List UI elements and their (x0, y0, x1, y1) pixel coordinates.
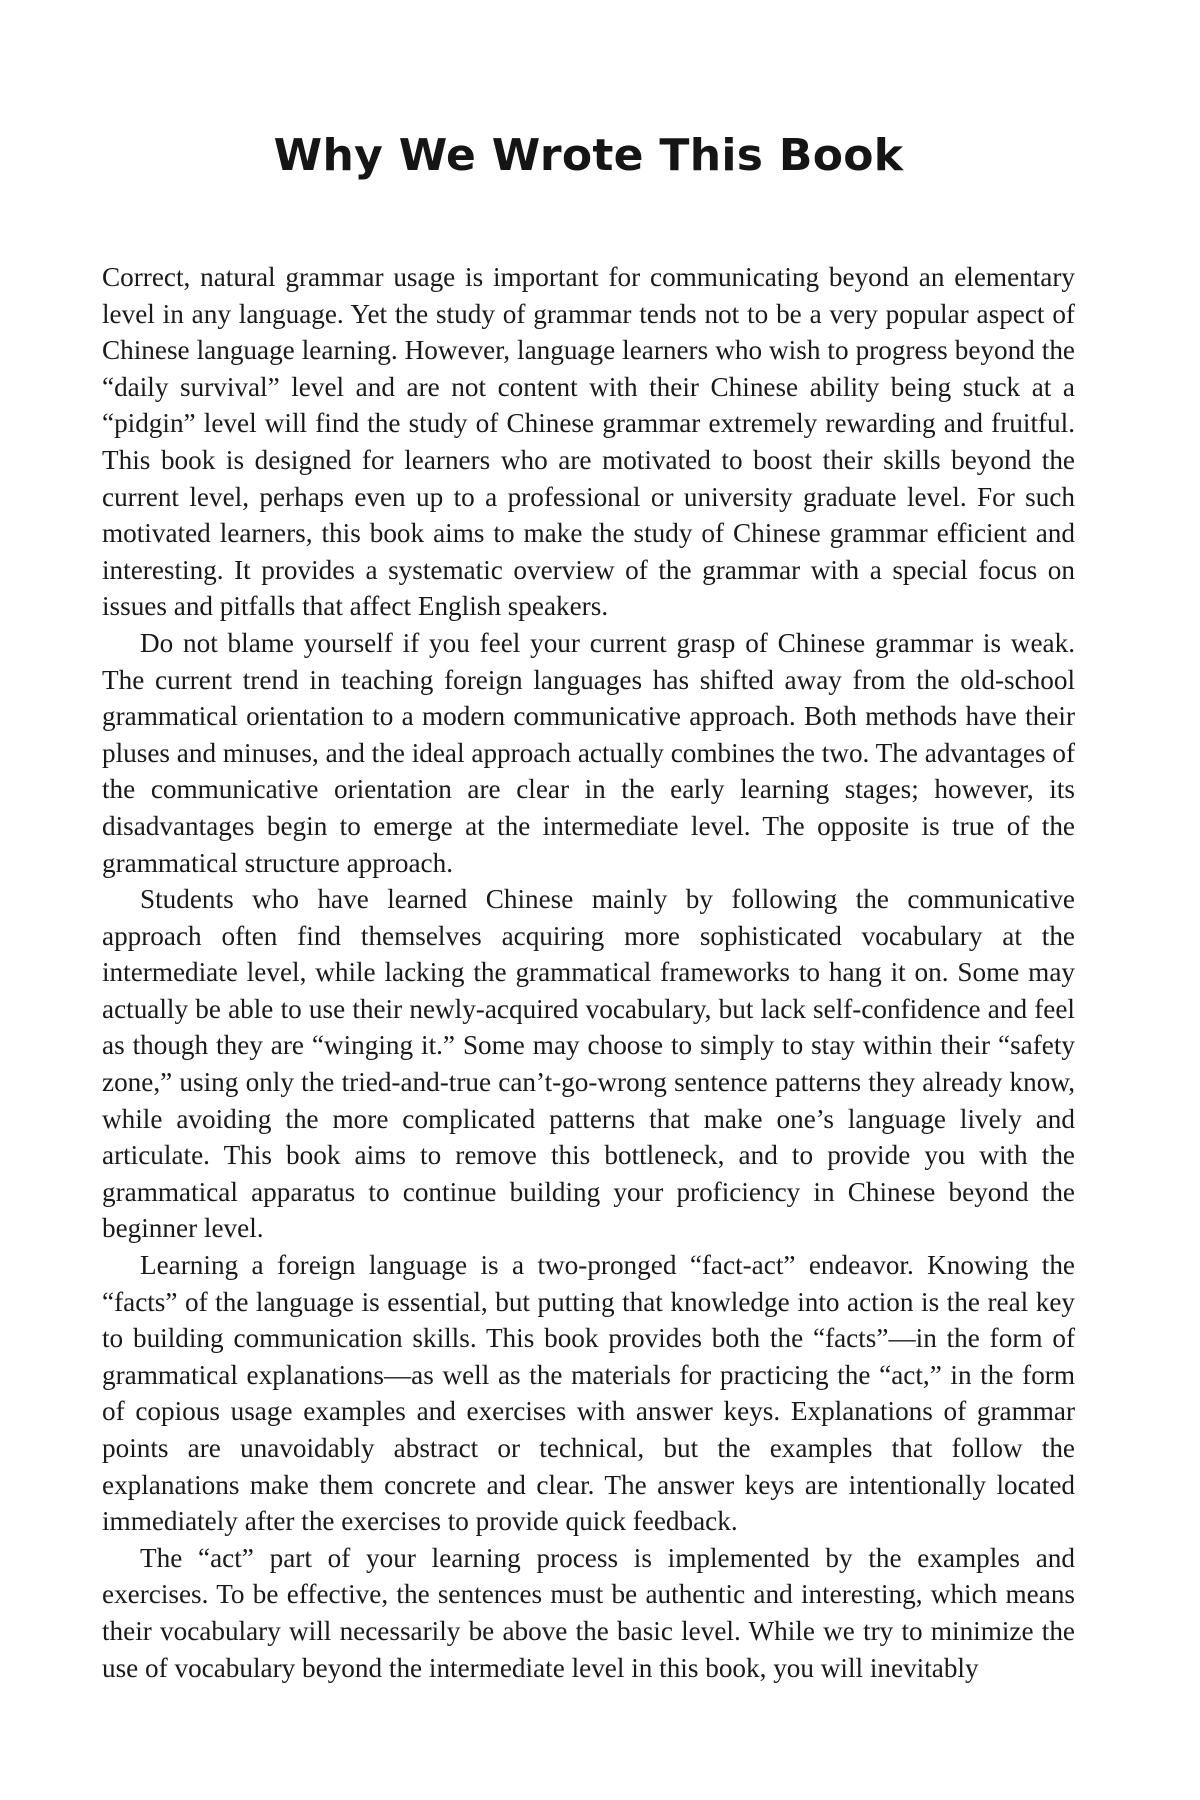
paragraph-2: Do not blame yourself if you feel your current grasp of Chinese grammar is weak. The current trend in teaching foreign languages has shifted away from the old-school grammatical orientation to a modern communicative approach. Both methods have their pluses and minuses, and the ideal approach actually combines the two. The advantages of the communicative orientation are clear in the early learning stages; however, its disadvantages begin to emerge at the intermediate level. The opposite is true of the grammatical structure approach. (102, 627, 1075, 878)
paragraph-4: Learning a foreign language is a two-pronged “fact-act” endeavor. Knowing the “facts” of the language is essential, but putting that knowledge into action is the real key to building communication skills. This book provides both the “facts”—in the form of grammatical explanations—as well as the materials for practicing the “act,” in the form of copious usage examples and exercises with answer keys. Explanations of grammar points are unavoidably abstract or technical, but the examples that follow the explanations make them concrete and clear. The answer keys are intentionally located immediately after the exercises to provide quick feedback. (102, 1250, 1075, 1537)
body-text (102, 259, 1075, 1686)
chapter-title: Why We Wrote This Book (273, 130, 904, 181)
paragraph-5: The “act” part of your learning process is implemented by the examples and exercises. To be effective, the sentences must be authentic and interesting, which means their vocabulary will necessarily be above the basic level. While we try to minimize the use of vocabulary beyond the intermediate level in this book, you will inevitably (102, 1542, 1075, 1683)
paragraph-1: Correct, natural grammar usage is important for communicating beyond an elementary level in any language. Yet the study of grammar tends not to be a very popular aspect of Chinese language learning. However, language learners who wish to progress beyond the “daily survival” level and are not content with their Chinese ability being stuck at a “pidgin” level will find the study of Chinese grammar extremely rewarding and fruitful. This book is designed for learners who are motivated to boost their skills beyond the current level, perhaps even up to a professional or university graduate level. For such motivated learners, this book aims to make the study of Chinese grammar efficient and interesting. It provides a systematic overview of the grammar with a special focus on issues and pitfalls that affect English speakers. (102, 262, 1075, 622)
paragraph-3: Students who have learned Chinese mainly by following the communicative approach often find themselves acquiring more sophisticated vocabulary at the intermediate level, while lacking the grammatical frameworks to hang it on. Some may actually be able to use their newly-acquired vocabulary, but lack self-confidence and feel as though they are “winging it.” Some may choose to simply to stay within their “safety zone,” using only the tried-and-true can’t-go-wrong sentence patterns they already know, while avoiding the more complicated patterns that make one’s language lively and articulate. This book aims to remove this bottleneck, and to provide you with the grammatical apparatus to continue building your proficiency in Chinese beyond the beginner level. (102, 884, 1075, 1244)
